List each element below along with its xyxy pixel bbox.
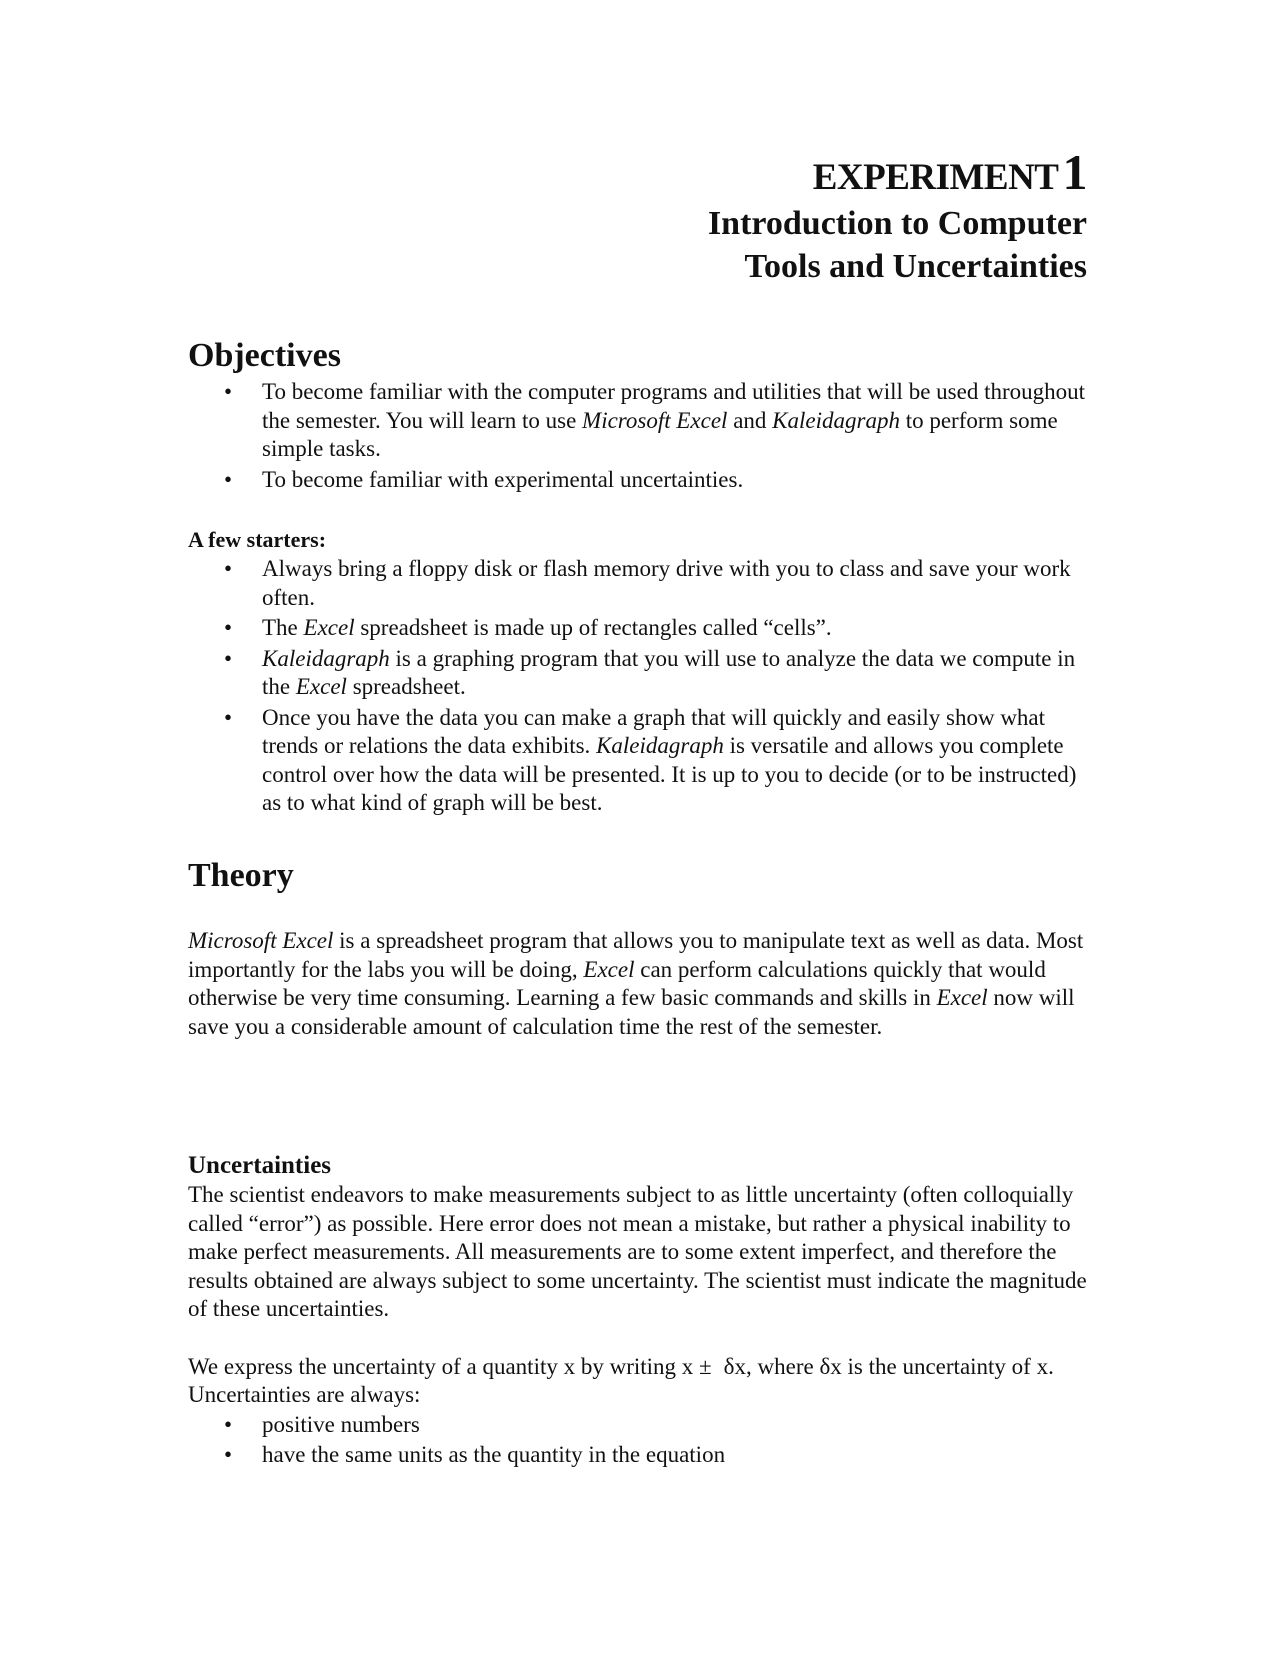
bullet-icon: • — [224, 466, 233, 492]
uncertainties-heading: Uncertainties — [188, 1152, 332, 1179]
starters-list — [188, 555, 1088, 818]
experiment-title — [708, 144, 1087, 202]
subtitle-line-1: Introduction to Computer — [707, 205, 1087, 242]
list-item: • positive numbers — [188, 1411, 1088, 1440]
bullet-icon: • — [224, 556, 233, 581]
uncertainties-section — [188, 1151, 1088, 1470]
uncertainties-paragraph-2: We express the uncertainty of a quantity x by writing x ± δx, where δx is the uncertainty of x. Uncertainties are always: — [188, 1353, 1054, 1407]
bullet-icon: • — [224, 1442, 233, 1467]
bullet-icon: • — [224, 704, 233, 730]
objectives-list — [188, 378, 1088, 494]
bullet-icon: • — [224, 615, 233, 640]
theory-section — [188, 856, 1088, 1041]
theory-heading: Theory — [188, 857, 294, 894]
list-item: • Kaleidagraph is a graphing program that you will use to analyze the data we compute in the Excel spreadsheet. — [224, 645, 1076, 699]
bullet-icon: • — [224, 1411, 233, 1437]
document-header — [707, 144, 1087, 288]
objectives-section — [188, 336, 1088, 494]
theory-paragraph: Microsoft Excel is a spreadsheet program that allows you to manipulate text as well as data. Most importantly for the labs you will be doing, Excel can perform calculations quickly that would otherwise be very time consuming. Learning a few basic commands and skills in Excel now will save you a considerable amount of calculation time the rest of the semester. — [188, 928, 1084, 1039]
uncertainties-paragraph-1: The scientist endeavors to make measurements subject to as little uncertainty (often colloquially called “error”) as possible. Here error does not mean a mistake, but rather a physical inability to make perfect measurements. All measurements are to some extent imperfect, and therefore the results obtained are always subject to some uncertainty. The scientist must indicate the magnitude of these uncertainties. — [188, 1182, 1087, 1321]
experiment-label: EXPERIMENT — [812, 157, 1059, 198]
list-item: • The Excel spreadsheet is made up of rectangles called “cells”. — [188, 614, 1088, 643]
objectives-heading: Objectives — [188, 337, 341, 374]
list-item: • Once you have the data you can make a graph that will quickly and easily show what trends or relations the data exhibits. Kaleidagraph is versatile and allows you complete control over how the data will be presented. It is up to you to decide (or to be instructed) as to what kind of graph will be best. — [224, 704, 1077, 815]
list-item: • To become familiar with experimental uncertainties. — [188, 466, 1088, 495]
bullet-icon: • — [224, 645, 233, 671]
starters-heading: A few starters: — [188, 527, 327, 552]
list-item: • Always bring a floppy disk or flash memory drive with you to class and save your work often. — [224, 556, 1071, 610]
list-item: • have the same units as the quantity in the equation — [188, 1441, 1088, 1470]
list-item: • To become familiar with the computer programs and utilities that will be used throughout the semester. You will learn to use Microsoft Excel and Kaleidagraph to perform some simple tasks. — [224, 379, 1086, 461]
bullet-icon: • — [224, 379, 233, 404]
uncertainties-list — [188, 1411, 1088, 1470]
subtitle-line-2: Tools and Uncertainties — [744, 248, 1087, 285]
experiment-number: 1 — [1062, 144, 1087, 200]
starters-section — [188, 526, 1088, 818]
